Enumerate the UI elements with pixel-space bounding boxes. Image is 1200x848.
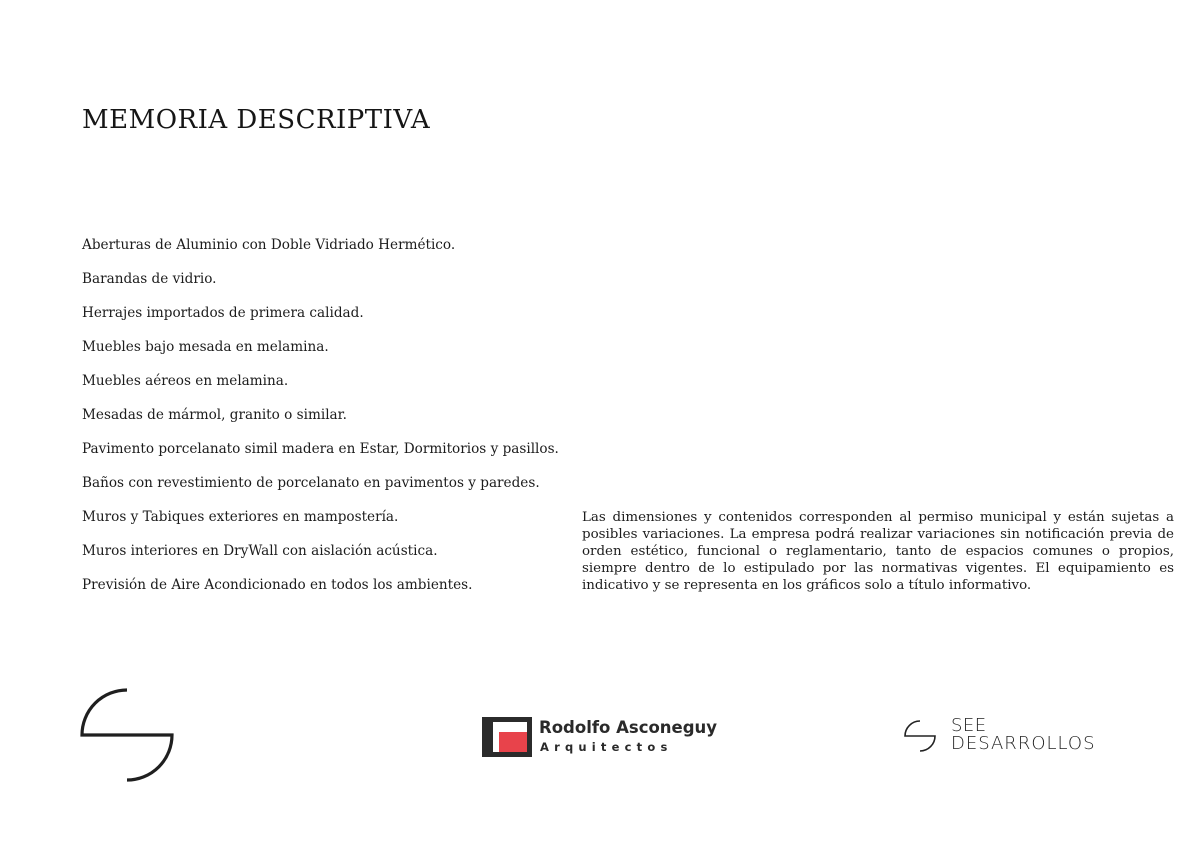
feature-item: Aberturas de Aluminio con Doble Vidriado Hermético.	[82, 237, 456, 253]
page-title: MEMORIA DESCRIPTIVA	[82, 105, 431, 135]
features-list	[82, 235, 559, 609]
see-logo-mark-icon	[903, 719, 937, 753]
feature-item: Muebles bajo mesada en melamina.	[82, 339, 329, 355]
feature-item: Barandas de vidrio.	[82, 271, 217, 287]
s-logo-icon	[78, 686, 176, 784]
feature-item: Herrajes importados de primera calidad.	[82, 305, 364, 321]
feature-item: Pavimento porcelanato simil madera en Estar, Dormitorios y pasillos.	[82, 441, 559, 457]
architect-logo-mark-icon	[482, 717, 532, 757]
feature-item: Muros y Tabiques exteriores en mampostería.	[82, 509, 399, 525]
feature-item: Mesadas de mármol, granito o similar.	[82, 407, 347, 423]
architect-logo-name: Rodolfo Asconeguy	[539, 718, 718, 737]
developer-logo-line1: SEE	[951, 715, 987, 736]
feature-item: Baños con revestimiento de porcelanato en pavimentos y paredes.	[82, 475, 540, 491]
feature-item: Muros interiores en DryWall con aislación acústica.	[82, 543, 438, 559]
feature-item: Muebles aéreos en melamina.	[82, 373, 289, 389]
feature-item: Previsión de Aire Acondicionado en todos los ambientes.	[82, 577, 473, 593]
architect-logo-subtitle: Arquitectos	[540, 740, 673, 754]
developer-logo-line2: DESARROLLOS	[951, 733, 1096, 754]
architect-logo	[482, 717, 722, 759]
disclaimer-text: Las dimensiones y contenidos corresponden al permiso municipal y están sujetas a posibles variaciones. La empresa podrá realizar variaciones sin notificación previa de orden estético, funcional o reglamentario, tanto de espacios comunes o propios, siempre dentro de lo estipulado por las normativas vigentes. El equipamiento es indicativo y se representa en los gráficos solo a título informativo.	[582, 510, 1174, 593]
developer-logo	[903, 717, 1143, 757]
